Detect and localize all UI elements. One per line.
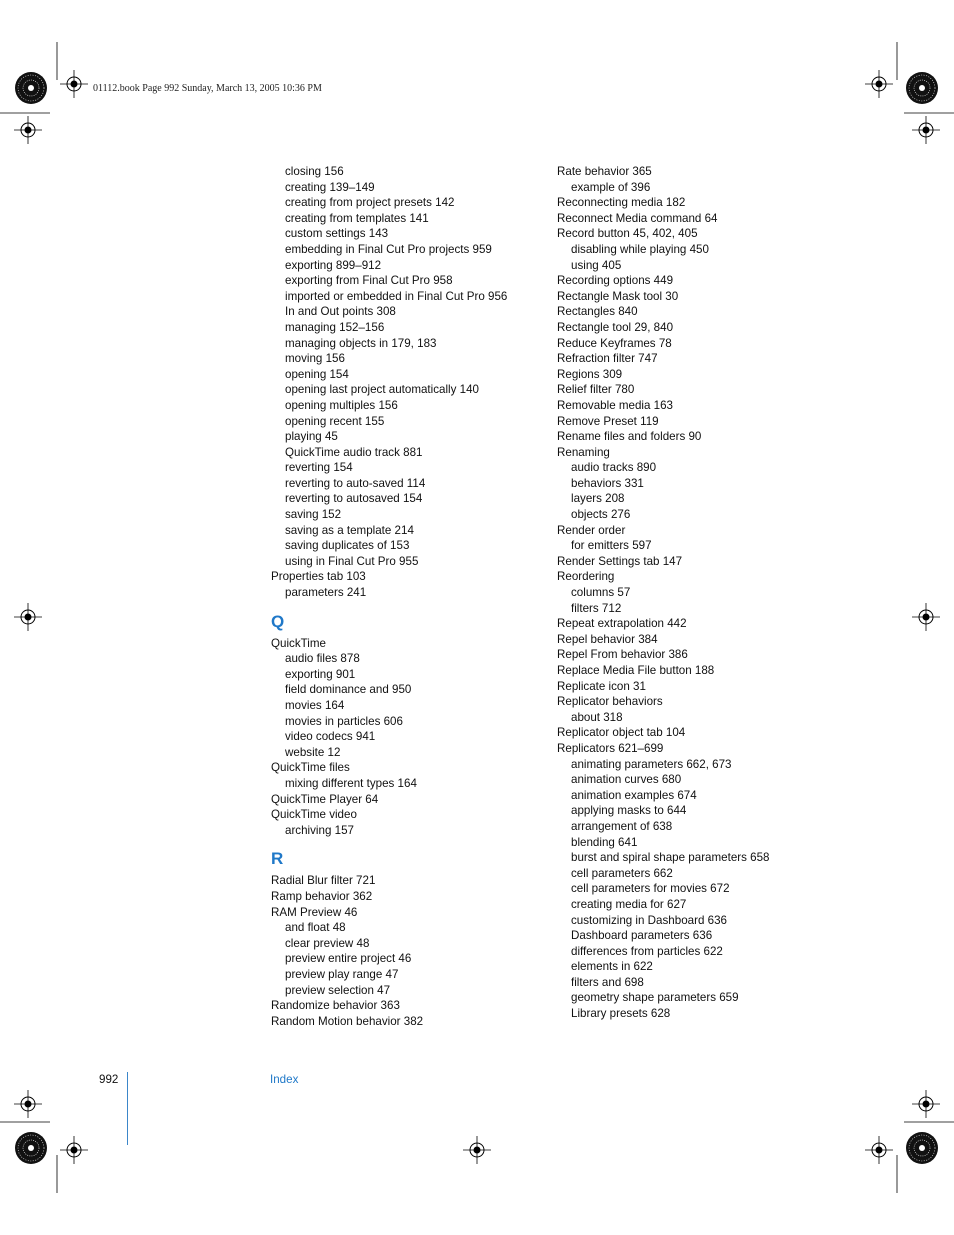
index-subentry: exporting 901 (285, 667, 356, 681)
index-entry: Renaming (557, 445, 610, 459)
index-subentry: QuickTime audio track 881 (285, 445, 423, 459)
index-entry: Reconnecting media 182 (557, 196, 686, 210)
index-subentry: creating 139–149 (285, 180, 375, 194)
index-subentry: archiving 157 (285, 823, 354, 837)
index-subentry: for emitters 597 (571, 539, 652, 553)
index-subentry: opening 154 (285, 367, 349, 381)
index-subentry: exporting 899–912 (285, 258, 382, 272)
index-subentry: closing 156 (285, 165, 344, 178)
index-entry: Rectangles 840 (557, 305, 638, 319)
index-entry: QuickTime video (271, 808, 357, 822)
index-entry: Relief filter 780 (557, 383, 635, 397)
index-subentry: field dominance and 950 (285, 683, 412, 697)
index-entry: Replicate icon 31 (557, 679, 646, 693)
index-entry: QuickTime Player 64 (271, 792, 379, 806)
index-entry: Regions 309 (557, 367, 623, 381)
index-subentry: saving as a template 214 (285, 523, 414, 537)
index-entry: Repeat extrapolation 442 (557, 617, 687, 631)
index-subentry: imported or embedded in Final Cut Pro 956 (285, 289, 508, 303)
index-entry: QuickTime files (271, 761, 350, 775)
index-subentry: opening multiples 156 (285, 398, 398, 412)
index-entry: Rate behavior 365 (557, 165, 652, 178)
index-subentry: opening recent 155 (285, 414, 385, 428)
index-entry: Removable media 163 (557, 398, 674, 412)
index-entry: Ramp behavior 362 (271, 889, 373, 903)
index-entry: Replicators 621–699 (557, 741, 664, 755)
index-entry: Reduce Keyframes 78 (557, 336, 672, 350)
index-subentry: filters 712 (571, 601, 622, 615)
index-subentry: animating parameters 662, 673 (571, 757, 732, 771)
index-entry: Replace Media File button 188 (557, 664, 715, 677)
index-entry: RAM Preview 46 (271, 905, 358, 919)
index-subentry: exporting from Final Cut Pro 958 (285, 274, 453, 288)
index-entry: Recording options 449 (557, 274, 674, 288)
index-subentry: clear preview 48 (285, 936, 370, 950)
index-subentry: elements in 622 (571, 960, 653, 974)
index-subentry: geometry shape parameters 659 (571, 991, 739, 1005)
index-entry: Refraction filter 747 (557, 352, 658, 366)
index-subentry: embedding in Final Cut Pro projects 959 (285, 242, 492, 256)
index-subentry: reverting to autosaved 154 (285, 492, 423, 506)
index-subentry: customizing in Dashboard 636 (571, 913, 727, 927)
index-entry: Repel From behavior 386 (557, 648, 688, 662)
index-entry: Replicator behaviors (557, 695, 663, 709)
index-subentry: columns 57 (571, 586, 631, 600)
index-subentry: creating media for 627 (571, 897, 687, 911)
index-entry: Rectangle Mask tool 30 (557, 289, 679, 303)
index-subentry: cell parameters 662 (571, 866, 673, 880)
index-subentry: managing 152–156 (285, 320, 385, 334)
index-subentry: animation curves 680 (571, 773, 682, 787)
index-subentry: using 405 (571, 258, 622, 272)
index-entry: Replicator object tab 104 (557, 726, 686, 740)
index-column-right (557, 164, 797, 1022)
index-letter-heading: Q (271, 611, 285, 631)
index-subentry: applying masks to 644 (571, 804, 687, 818)
index-subentry: layers 208 (571, 492, 625, 506)
index-subentry: example of 396 (571, 180, 651, 194)
index-subentry: playing 45 (285, 430, 338, 444)
index-subentry: reverting 154 (285, 461, 353, 475)
index-subentry: saving 152 (285, 508, 342, 522)
index-subentry: creating from project presets 142 (285, 196, 455, 210)
index-entry: Randomize behavior 363 (271, 999, 400, 1013)
index-subentry: mixing different types 164 (285, 776, 417, 790)
index-subentry: custom settings 143 (285, 227, 389, 241)
index-subentry: burst and spiral shape parameters 658 (571, 851, 770, 865)
index-subentry: managing objects in 179, 183 (285, 336, 437, 350)
index-entry: Radial Blur filter 721 (271, 874, 376, 888)
index-subentry: movies 164 (285, 699, 345, 712)
index-subentry: differences from particles 622 (571, 944, 723, 958)
index-column-left (271, 164, 541, 1029)
index-entry: Random Motion behavior 382 (271, 1014, 424, 1028)
index-subentry: In and Out points 308 (285, 305, 396, 319)
index-entry: Record button 45, 402, 405 (557, 227, 698, 241)
print-slug: 01112.book Page 992 Sunday, March 13, 2005 10:36 PM (93, 83, 322, 94)
index-subentry: and float 48 (285, 921, 346, 935)
index-subentry: website 12 (285, 745, 341, 759)
index-subentry: preview play range 47 (285, 967, 399, 981)
index-entry: Properties tab 103 (271, 570, 366, 584)
index-subentry: animation examples 674 (571, 788, 697, 802)
index-subentry: opening last project automatically 140 (285, 383, 479, 397)
footer-rule (127, 1072, 128, 1145)
index-subentry: moving 156 (285, 352, 345, 366)
index-subentry: preview entire project 46 (285, 952, 412, 966)
index-subentry: filters and 698 (571, 975, 644, 989)
index-subentry: creating from templates 141 (285, 211, 429, 225)
index-entry: QuickTime (271, 636, 326, 650)
index-entry: Reordering (557, 570, 615, 584)
index-subentry: Library presets 628 (571, 1007, 671, 1021)
index-subentry: arrangement of 638 (571, 819, 673, 833)
index-subentry: about 318 (571, 710, 623, 724)
index-entry: Render Settings tab 147 (557, 554, 683, 568)
page-number: 992 (99, 1073, 119, 1086)
index-subentry: movies in particles 606 (285, 714, 403, 728)
index-subentry: cell parameters for movies 672 (571, 882, 730, 896)
index-subentry: objects 276 (571, 508, 631, 522)
index-subentry: video codecs 941 (285, 730, 376, 744)
index-entry: Remove Preset 119 (557, 414, 659, 428)
index-subentry: preview selection 47 (285, 983, 391, 997)
index-entry: Render order (557, 523, 626, 537)
index-subentry: audio tracks 890 (571, 461, 657, 475)
section-title: Index (270, 1073, 299, 1086)
index-subentry: reverting to auto-saved 114 (285, 476, 426, 490)
index-subentry: behaviors 331 (571, 476, 644, 490)
index-entry: Rename files and folders 90 (557, 430, 702, 444)
index-subentry: saving duplicates of 153 (285, 539, 410, 553)
index-subentry: audio files 878 (285, 652, 360, 666)
index-subentry: parameters 241 (285, 586, 367, 600)
index-subentry: disabling while playing 450 (571, 242, 709, 256)
index-letter-heading: R (271, 849, 284, 869)
index-entry: Reconnect Media command 64 (557, 211, 718, 225)
index-subentry: using in Final Cut Pro 955 (285, 554, 419, 568)
index-entry: Repel behavior 384 (557, 632, 658, 646)
index-subentry: blending 641 (571, 835, 638, 849)
index-entry: Rectangle tool 29, 840 (557, 320, 674, 334)
index-subentry: Dashboard parameters 636 (571, 929, 713, 943)
